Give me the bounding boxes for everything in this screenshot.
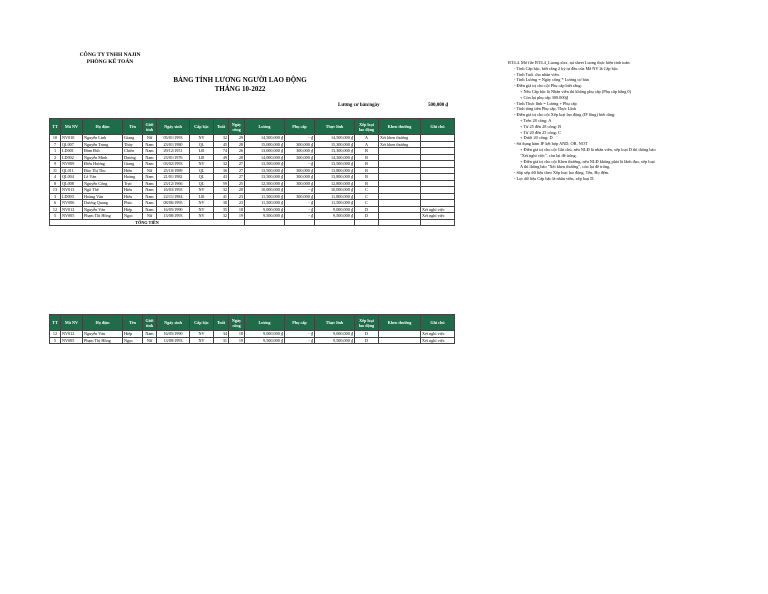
table-cell[interactable]: 9,500,000 ₫ (245, 213, 285, 220)
table-cell[interactable]: - ₫ (285, 337, 315, 344)
table-cell[interactable]: 27 (229, 167, 245, 174)
table-cell[interactable]: 9,500,000 ₫ (245, 337, 285, 344)
table-cell[interactable]: 2 (50, 154, 61, 161)
title-line2: THÁNG 10-2022 (214, 85, 266, 93)
table-cell[interactable]: QL004 (61, 174, 83, 181)
table-cell[interactable]: Nam (143, 154, 157, 161)
column-header[interactable]: Lương (245, 315, 285, 331)
total-cell[interactable] (379, 219, 421, 226)
instruction-line: + Trên 28 công: A (520, 117, 552, 123)
table-cell[interactable]: 25 (229, 180, 245, 187)
table-cell[interactable]: 9 (50, 161, 61, 168)
table-cell[interactable]: Nguyễn Công (83, 180, 123, 187)
table-cell[interactable]: NV (190, 206, 214, 213)
table-cell[interactable]: Nam (143, 180, 157, 187)
table-cell[interactable]: B (355, 161, 379, 168)
table-cell[interactable]: Phạm Thị Hồng (83, 213, 123, 220)
table-cell[interactable]: 19 (229, 213, 245, 220)
column-header[interactable]: Họ đệm (83, 119, 123, 135)
table-cell[interactable]: Hoàng Văn (83, 193, 123, 200)
table-cell[interactable]: 74 (214, 148, 229, 155)
table-cell[interactable]: C (355, 193, 379, 200)
table-cell[interactable]: 16/05/1990 (157, 331, 190, 338)
table-cell[interactable]: 32 (214, 161, 229, 168)
table-cell[interactable]: 29/12/1951 (157, 148, 190, 155)
column-header[interactable]: Thực lĩnh (315, 315, 355, 331)
table-cell[interactable]: Nguyễn Văn (83, 206, 123, 213)
table-cell[interactable]: 13,300,000 ₫ (315, 148, 355, 155)
column-header[interactable]: TT (50, 119, 61, 135)
instruction-line: + Còn lại phụ cấp 300.000₫ (520, 94, 568, 100)
table-cell[interactable]: 26 (229, 148, 245, 155)
table-cell[interactable]: 1 (50, 148, 61, 155)
table-cell[interactable]: QL (190, 174, 214, 181)
column-header[interactable]: Phụ cấp (285, 119, 315, 135)
table-cell[interactable]: Hoàng (123, 174, 143, 181)
instruction-line: - Tính Lương = Ngày công * Lương cơ bản (514, 77, 589, 83)
table-cell[interactable]: Nam (143, 161, 157, 168)
table-cell[interactable]: A (355, 135, 379, 142)
instruction-line: - Lọc dữ liệu Cấp bậc là nhân viên, xếp loại D. (514, 175, 595, 181)
table-cell[interactable]: Hiếu (123, 187, 143, 194)
table-cell[interactable]: 300,000 ₫ (285, 174, 315, 181)
table-cell[interactable]: 23/01/1980 (157, 141, 190, 148)
column-header[interactable]: Khen thưởng (379, 315, 421, 331)
column-header[interactable]: Ngày sinh (157, 119, 190, 135)
table-cell[interactable]: 300,000 ₫ (285, 167, 315, 174)
table-cell[interactable]: 13 (50, 187, 61, 194)
table-cell[interactable]: Đàm Đức (83, 148, 123, 155)
table-cell[interactable]: Nguyễn Văn (83, 331, 123, 338)
instruction-line: - Sắp xếp dữ liệu theo Xếp loại lao động, Tên, Họ đệm. (514, 170, 610, 176)
table-cell[interactable]: 11,800,000 ₫ (315, 193, 355, 200)
table-cell[interactable]: Giang (123, 161, 143, 168)
table-cell[interactable]: 25/10/1989 (157, 167, 190, 174)
title-line1: BẢNG TÍNH LƯƠNG NGƯỜI LAO ĐỘNG (173, 76, 307, 84)
table-cell[interactable]: 27 (229, 161, 245, 168)
instruction-line: - Tính Thực lĩnh = Lương + Phụ cấp (514, 100, 577, 106)
table-cell[interactable]: 13,500,000 ₫ (245, 167, 285, 174)
table-cell[interactable]: 05/01/1993 (157, 135, 190, 142)
table-cell[interactable]: Nữ (143, 337, 157, 344)
instruction-line: - Sử dụng hàm IF kết hợp AND, OR, NOT (514, 141, 588, 147)
table-cell[interactable]: 9,000,000 ₫ (315, 206, 355, 213)
table-cell[interactable]: LĐ (190, 154, 214, 161)
table-cell[interactable]: 9,000,000 ₫ (245, 331, 285, 338)
table-cell[interactable]: LD002 (61, 154, 83, 161)
table-cell[interactable]: NV005 (61, 337, 83, 344)
table-cell[interactable]: Nam (143, 193, 157, 200)
base-salary-label: Lương cơ bản/ngày (338, 103, 380, 108)
total-cell[interactable] (245, 219, 285, 226)
table-cell[interactable]: NV (190, 200, 214, 207)
table-cell[interactable]: 23/01/1976 (157, 154, 190, 161)
table-cell[interactable]: D (355, 331, 379, 338)
table-cell[interactable]: 14,500,000 ₫ (315, 135, 355, 142)
column-header[interactable]: Mã NV (61, 119, 83, 135)
company-name: CÔNG TY TNHH NAJIN (79, 52, 141, 58)
table-cell[interactable]: 16/05/1990 (157, 206, 190, 213)
table-cell[interactable]: D (355, 206, 379, 213)
table-cell[interactable]: 11,500,000 ₫ (245, 200, 285, 207)
table-cell[interactable]: 11 (50, 167, 61, 174)
table-cell[interactable]: Nam (143, 187, 157, 194)
table-cell[interactable]: B (355, 167, 379, 174)
table-cell[interactable]: 12 (50, 331, 61, 338)
table-cell[interactable]: 16/03/1993 (157, 187, 190, 194)
department-name: PHÒNG KẾ TOÁN (86, 59, 134, 65)
table-cell[interactable]: Xét nghỉ việc (421, 331, 455, 338)
column-header[interactable]: Ngày công (229, 119, 245, 135)
table-cell[interactable]: 11,500,000 ₫ (315, 200, 355, 207)
instruction-line: - Điền giá trị cho cột Phụ cấp biết rằng: (514, 83, 582, 89)
salary-table (49, 118, 455, 226)
table-cell[interactable]: 9,500,000 ₫ (315, 337, 355, 344)
column-header[interactable]: Cấp bậc (190, 315, 214, 331)
table-cell[interactable]: 300,000 ₫ (285, 141, 315, 148)
table-cell[interactable]: 43 (214, 174, 229, 181)
table-cell[interactable]: Nam (143, 174, 157, 181)
table-cell[interactable]: 4 (50, 174, 61, 181)
table-cell[interactable]: Nguyễn Minh (83, 154, 123, 161)
column-header[interactable]: Ghi chú (421, 315, 455, 331)
instruction-line: A thì thông báo "Xét khen thưởng", còn lại để trống. (520, 164, 611, 170)
table-cell[interactable]: 27 (229, 174, 245, 181)
table-cell[interactable]: NV (190, 135, 214, 142)
table-cell[interactable]: NV005 (61, 213, 83, 220)
total-cell[interactable] (285, 219, 315, 226)
column-header[interactable]: Ngày sinh (157, 315, 190, 331)
table-cell[interactable]: 18 (229, 206, 245, 213)
table-cell[interactable]: Xét nghỉ việc (421, 206, 455, 213)
table-cell[interactable]: Giang (123, 135, 143, 142)
table-cell[interactable]: NV (190, 213, 214, 220)
table-cell[interactable]: D (355, 213, 379, 220)
table-cell[interactable]: 5 (50, 213, 61, 220)
table-cell[interactable]: NV012 (61, 206, 83, 213)
table-cell[interactable]: Phúc (123, 200, 143, 207)
table-cell[interactable]: LĐ (190, 193, 214, 200)
table-cell[interactable]: LĐ (190, 148, 214, 155)
total-cell[interactable] (315, 219, 355, 226)
table-cell[interactable]: - ₫ (285, 206, 315, 213)
table-cell[interactable]: 28 (229, 154, 245, 161)
table-cell[interactable]: - ₫ (285, 161, 315, 168)
table-cell[interactable]: QL011 (61, 167, 83, 174)
table-cell[interactable]: 18 (229, 331, 245, 338)
table-cell[interactable]: Nữ (143, 135, 157, 142)
table-cell[interactable]: 6 (50, 200, 61, 207)
table-cell[interactable]: B (355, 180, 379, 187)
table-cell[interactable] (379, 337, 421, 344)
instruction-line: - Tính Tuổi cho nhân viên. (514, 71, 560, 77)
table-cell[interactable]: 9,500,000 ₫ (315, 213, 355, 220)
table-cell[interactable]: Nguyễn Trung (83, 141, 123, 148)
table-cell[interactable]: 23/12/1966 (157, 180, 190, 187)
table-cell[interactable]: 30 (214, 200, 229, 207)
table-cell[interactable]: Hiệp (123, 331, 143, 338)
table-cell[interactable]: 31 (214, 337, 229, 344)
table-cell[interactable]: 10 (50, 135, 61, 142)
column-header[interactable]: Tuổi (214, 315, 229, 331)
table-cell[interactable]: NV009 (61, 161, 83, 168)
column-header[interactable]: Mã NV (61, 315, 83, 331)
table-cell[interactable]: NV (190, 331, 214, 338)
table-cell[interactable]: Xét nghỉ việc (421, 213, 455, 220)
instruction-line: + Nếu Cấp bậc là Nhân viên thì không phụ cấp (Phụ cấp bằng 0) (520, 88, 632, 94)
table-cell[interactable]: B (355, 154, 379, 161)
column-header[interactable]: Tên (123, 119, 143, 135)
table-cell[interactable]: Nam (143, 206, 157, 213)
table-cell[interactable]: NV010 (61, 135, 83, 142)
column-header[interactable]: TT (50, 315, 61, 331)
table-cell[interactable]: 9,000,000 ₫ (245, 206, 285, 213)
table-cell[interactable]: Ngô Thế (83, 187, 123, 194)
table-cell[interactable]: Hiệp (123, 206, 143, 213)
table-cell[interactable]: Ngọc (123, 337, 143, 344)
table-cell[interactable]: NV012 (61, 331, 83, 338)
table-cell[interactable]: Nam (143, 200, 157, 207)
table-cell[interactable]: - ₫ (285, 200, 315, 207)
table-cell[interactable]: Xét khen thưởng (379, 135, 421, 142)
table-cell[interactable]: 28 (229, 141, 245, 148)
table-cell[interactable]: B (355, 148, 379, 155)
table-cell[interactable]: Ngọc (123, 213, 143, 220)
table-cell[interactable]: 15,000,000 ₫ (245, 141, 285, 148)
table-cell[interactable]: 03/02/1993 (157, 161, 190, 168)
column-header[interactable]: Cấp bậc (190, 119, 214, 135)
table-cell[interactable]: NV013 (61, 187, 83, 194)
table-cell[interactable]: 13/08/1993 (157, 337, 190, 344)
table-cell[interactable]: C (355, 200, 379, 207)
table-cell[interactable]: Đào Thị Thu (83, 167, 123, 174)
table-cell[interactable]: Dương Quang (83, 200, 123, 207)
column-header[interactable]: Xếp loại lao động (355, 119, 379, 135)
instruction-line: BT4.4. Mở file BT4.4_Luong.xlsx, tại sheet Luong thực hiện tính toán: (508, 60, 631, 65)
instruction-line: - Tính tổng tiền Phụ cấp, Thực Lĩnh (514, 106, 576, 112)
table-cell[interactable]: Nam (143, 141, 157, 148)
total-cell[interactable] (421, 219, 455, 226)
filtered-salary-table (49, 314, 455, 344)
exercise-instructions (508, 60, 713, 182)
table-cell[interactable]: 32 (214, 213, 229, 220)
table-cell[interactable]: QL (190, 141, 214, 148)
total-cell[interactable] (355, 219, 379, 226)
table-cell[interactable]: LD003 (61, 193, 83, 200)
table-cell[interactable]: 14,500,000 ₫ (245, 135, 285, 142)
table-cell[interactable]: 23 (229, 193, 245, 200)
table-cell[interactable]: 15,300,000 ₫ (315, 141, 355, 148)
table-cell[interactable]: Hiếu (123, 193, 143, 200)
column-header[interactable]: Tuổi (214, 119, 229, 135)
sheet-title (170, 76, 310, 94)
column-header[interactable]: Phụ cấp (285, 315, 315, 331)
total-row (50, 219, 455, 226)
instruction-line: + Từ 20 đến 25 công: C (520, 129, 561, 135)
table-cell[interactable]: 11,500,000 ₫ (245, 193, 285, 200)
table-cell[interactable]: Điêu Hương (83, 161, 123, 168)
table-cell[interactable]: 12 (50, 206, 61, 213)
table-cell[interactable]: A (355, 141, 379, 148)
table-cell[interactable]: 41 (214, 193, 229, 200)
table-cell[interactable]: 3 (50, 193, 61, 200)
table-cell[interactable]: NV006 (61, 200, 83, 207)
instruction-line: + Điền giá trị cho cột Khen thưởng, nếu NLĐ không phải là lãnh đạo, xếp loại (520, 158, 655, 164)
table-cell[interactable]: 13,800,000 ₫ (315, 167, 355, 174)
table-cell[interactable]: 49 (214, 154, 229, 161)
instruction-line: + Dưới 20 công: D (520, 135, 553, 141)
table-cell[interactable]: Nguyễn Linh (83, 135, 123, 142)
table-cell[interactable]: Phạm Thị Hồng (83, 337, 123, 344)
instruction-line: - Điền giá trị cho cột Xếp loại lao động (IF lồng) biết rằng: (514, 112, 616, 118)
table-cell[interactable]: 34 (214, 331, 229, 338)
table-cell[interactable]: QL007 (61, 141, 83, 148)
column-header[interactable]: Lương (245, 119, 285, 135)
table-cell[interactable]: 13,000,000 ₫ (245, 148, 285, 155)
instruction-line: + Từ 25 đến 28 công: B (520, 123, 561, 129)
table-cell[interactable]: QL008 (61, 180, 83, 187)
table-cell[interactable]: Dương (123, 154, 143, 161)
table-cell[interactable]: 10,000,000 ₫ (245, 187, 285, 194)
table-cell[interactable]: Nữ (143, 167, 157, 174)
table-cell[interactable]: 12,800,000 ₫ (315, 180, 355, 187)
column-header[interactable]: Giới tính (143, 315, 157, 331)
table-cell[interactable]: 12,500,000 ₫ (245, 180, 285, 187)
table-cell[interactable]: Trực (123, 180, 143, 187)
table-cell[interactable]: 13,500,000 ₫ (315, 161, 355, 168)
table-cell[interactable]: 21/01/1982 (157, 174, 190, 181)
table-cell[interactable]: QL (190, 180, 214, 187)
table-cell[interactable]: NV (190, 161, 214, 168)
table-row (50, 337, 455, 344)
table-cell[interactable]: Nam (143, 148, 157, 155)
column-header[interactable]: Xếp loại lao động (355, 315, 379, 331)
table-cell[interactable]: 32 (214, 187, 229, 194)
table-cell[interactable]: - ₫ (285, 187, 315, 194)
table-cell[interactable]: 45 (214, 141, 229, 148)
base-salary-value[interactable]: 500,000 ₫ (428, 103, 449, 108)
column-header[interactable]: Thực lĩnh (315, 119, 355, 135)
table-cell[interactable]: 13/08/1993 (157, 213, 190, 220)
table-cell[interactable]: 300,000 ₫ (285, 193, 315, 200)
table-cell[interactable]: 14,300,000 ₫ (315, 154, 355, 161)
table-cell[interactable]: B (355, 174, 379, 181)
table-cell[interactable]: Nữ (143, 213, 157, 220)
column-header[interactable]: Tên (123, 315, 143, 331)
table-cell[interactable]: 300,000 ₫ (285, 154, 315, 161)
table-cell[interactable]: 19 (229, 337, 245, 344)
table-cell[interactable]: 13,500,000 ₫ (245, 174, 285, 181)
table-cell[interactable]: 36 (214, 167, 229, 174)
table-cell[interactable]: Chiến (123, 148, 143, 155)
table-cell[interactable]: Thủy (123, 141, 143, 148)
table-cell[interactable]: - ₫ (285, 213, 315, 220)
table-cell[interactable]: 7 (50, 141, 61, 148)
table-cell[interactable]: 300,000 ₫ (285, 148, 315, 155)
table-cell[interactable]: 8 (50, 180, 61, 187)
column-header[interactable]: Ghi chú (421, 119, 455, 135)
instruction-line: - Tính Cấp bậc, biết rằng 2 ký tự đầu của Mã NV là Cấp bậc. (514, 65, 619, 71)
table-cell[interactable]: 13,500,000 ₫ (245, 161, 285, 168)
table-cell[interactable]: Hiền (123, 167, 143, 174)
table-cell[interactable]: Lê Văn (83, 174, 123, 181)
column-header[interactable]: Ngày công (229, 315, 245, 331)
table-cell[interactable]: QL (190, 167, 214, 174)
column-header[interactable]: Khen thưởng (379, 119, 421, 135)
table-cell[interactable]: 9,000,000 ₫ (315, 331, 355, 338)
table-cell[interactable]: - ₫ (285, 331, 315, 338)
column-header[interactable]: Giới tính (143, 119, 157, 135)
table-cell[interactable]: 20 (229, 187, 245, 194)
table-cell[interactable]: Xét nghỉ việc (421, 337, 455, 344)
table-cell[interactable]: 10,000,000 ₫ (315, 187, 355, 194)
table-cell[interactable]: 23 (229, 200, 245, 207)
total-label[interactable]: TỔNG TIỀN (50, 219, 245, 226)
table-cell[interactable]: D (355, 337, 379, 344)
table-cell[interactable]: - ₫ (285, 135, 315, 142)
table-cell[interactable]: C (355, 187, 379, 194)
table-cell[interactable]: 32 (214, 135, 229, 142)
column-header[interactable]: Họ đệm (83, 315, 123, 331)
table-cell[interactable]: Nam (143, 331, 157, 338)
table-cell[interactable]: 14,000,000 ₫ (245, 154, 285, 161)
table-cell[interactable]: NV (190, 187, 214, 194)
company-block (60, 52, 160, 66)
table-cell[interactable]: 08/06/1995 (157, 200, 190, 207)
table-cell[interactable]: 22/11/1984 (157, 193, 190, 200)
table-cell[interactable]: 59 (214, 180, 229, 187)
instruction-line: + Điền giá trị cho cột Ghi chú, nếu NLĐ là nhân viên, xếp loại D thì thông báo (520, 146, 656, 152)
table-cell[interactable]: 29 (229, 135, 245, 142)
table-cell[interactable]: LD001 (61, 148, 83, 155)
table-cell[interactable]: NV (190, 337, 214, 344)
table-cell[interactable]: 13,800,000 ₫ (315, 174, 355, 181)
table-cell[interactable]: Xét khen thưởng (379, 141, 421, 148)
table-cell[interactable]: 300,000 ₫ (285, 180, 315, 187)
table-cell[interactable]: 5 (50, 337, 61, 344)
instruction-line: "Xét nghỉ việc", còn lại để trống. (520, 152, 577, 158)
table-cell[interactable]: 35 (214, 206, 229, 213)
